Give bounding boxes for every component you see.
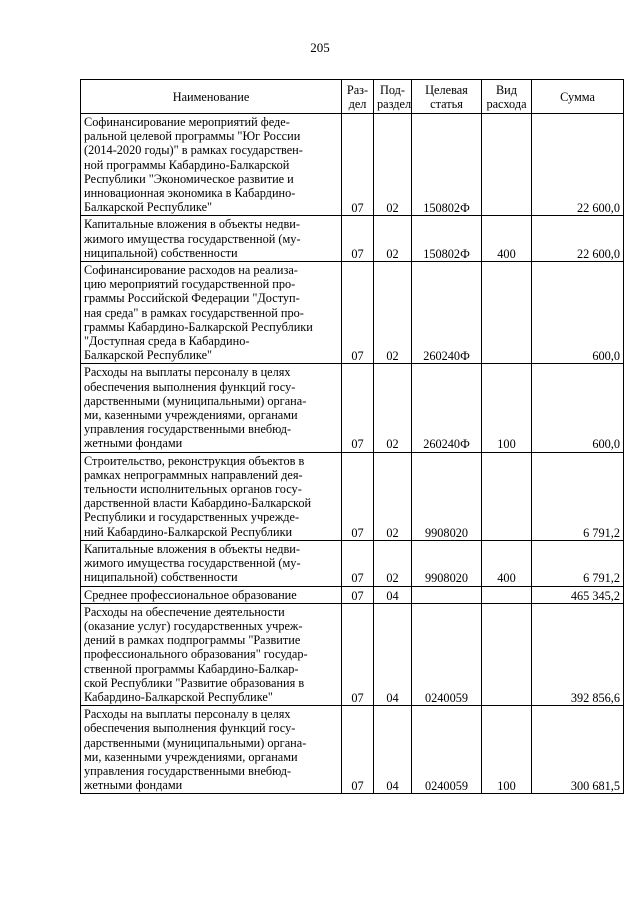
row-name: Софинансирование мероприятий феде- ральной целевой программы "Юг России (2014-2020 годы)" в рамках государствен- ной программы Кабардино-Балкарской Республики "Экономическое развитие и инновационная экономика в Кабардино- Балкарской Республике": [81, 114, 342, 216]
row-sum: 600,0: [532, 262, 624, 364]
table-row: [81, 262, 624, 364]
row-podrazdel: 02: [374, 452, 412, 540]
row-vid: [482, 452, 532, 540]
row-podrazdel: 02: [374, 540, 412, 586]
row-razdel: 07: [342, 586, 374, 603]
row-podrazdel: 04: [374, 706, 412, 794]
header-sum: [532, 80, 624, 114]
table-row: [81, 706, 624, 794]
row-sum: 22 600,0: [532, 114, 624, 216]
budget-table: [80, 79, 624, 794]
table-row: [81, 540, 624, 586]
table-row: [81, 452, 624, 540]
row-razdel: 07: [342, 114, 374, 216]
row-vid: [482, 603, 532, 705]
row-razdel: 07: [342, 452, 374, 540]
header-sum-label: Сумма: [560, 89, 595, 104]
row-sum: 6 791,2: [532, 452, 624, 540]
row-razdel: 07: [342, 540, 374, 586]
header-razdel: [342, 80, 374, 114]
row-razdel: 07: [342, 364, 374, 452]
header-target: [412, 80, 482, 114]
row-razdel: 07: [342, 262, 374, 364]
header-podrazdel-label: Под- раздел: [377, 82, 412, 111]
row-sum: 392 856,6: [532, 603, 624, 705]
row-sum: 6 791,2: [532, 540, 624, 586]
row-podrazdel: 02: [374, 364, 412, 452]
row-podrazdel: 02: [374, 262, 412, 364]
header-name-label: Наименование: [172, 89, 250, 104]
row-target: 150802Ф: [412, 114, 482, 216]
row-vid: 100: [482, 364, 532, 452]
row-name: Строительство, реконструкция объектов в рамках непрограммных направлений дея- тельности исполнительных органов госу- дарственной власти Кабардино-Балкарской Республики и государственных учрежде- ний Кабардино-Балкарской Республики: [81, 452, 342, 540]
table-row: [81, 216, 624, 262]
row-target: 0240059: [412, 603, 482, 705]
page-number: 205: [310, 40, 330, 55]
row-vid: [482, 586, 532, 603]
row-sum: 300 681,5: [532, 706, 624, 794]
row-podrazdel: 04: [374, 603, 412, 705]
row-sum: 22 600,0: [532, 216, 624, 262]
table-header-row: [81, 80, 624, 114]
row-target: 0240059: [412, 706, 482, 794]
row-podrazdel: 02: [374, 216, 412, 262]
header-podrazdel: [374, 80, 412, 114]
header-vid: [482, 80, 532, 114]
table-row: [81, 586, 624, 603]
row-name: Капитальные вложения в объекты недви- жимого имущества государственной (му- ниципальной) собственности: [81, 540, 342, 586]
row-name: Среднее профессиональное образование: [81, 586, 342, 603]
row-name: Софинансирование расходов на реализа- цию мероприятий государственной про- граммы Российской Федерации "Доступ- ная среда" в рамках государственной про- граммы Кабардино-Балкарской Республики "Доступная среда в Кабардино- Балкарской Республике": [81, 262, 342, 364]
table-row: [81, 114, 624, 216]
header-target-label: Целевая статья: [425, 82, 468, 111]
row-target: 260240Ф: [412, 364, 482, 452]
table-row: [81, 603, 624, 705]
row-razdel: 07: [342, 216, 374, 262]
row-podrazdel: 04: [374, 586, 412, 603]
row-target: 9908020: [412, 452, 482, 540]
row-podrazdel: 02: [374, 114, 412, 216]
row-sum: 600,0: [532, 364, 624, 452]
row-razdel: 07: [342, 706, 374, 794]
row-target: [412, 586, 482, 603]
row-vid: [482, 114, 532, 216]
row-vid: 100: [482, 706, 532, 794]
row-vid: 400: [482, 540, 532, 586]
row-vid: 400: [482, 216, 532, 262]
row-sum: 465 345,2: [532, 586, 624, 603]
row-target: 150802Ф: [412, 216, 482, 262]
table-row: [81, 364, 624, 452]
header-name: [81, 80, 342, 114]
row-target: 260240Ф: [412, 262, 482, 364]
row-name: Расходы на выплаты персоналу в целях обеспечения выполнения функций госу- дарственными (муниципальными) органа- ми, казенными учреждениями, органами управления государственными внебюд- жетными фондами: [81, 706, 342, 794]
row-name: Расходы на выплаты персоналу в целях обеспечения выполнения функций госу- дарственными (муниципальными) органа- ми, казенными учреждениями, органами управления государственными внебюд- жетными фондами: [81, 364, 342, 452]
row-name: Расходы на обеспечение деятельности (оказание услуг) государственных учреж- дений в рамках подпрограммы "Развитие профессионального образования" государ- ственной программы Кабардино-Балкар- ской Республики "Развитие образования в Кабардино-Балкарской Республике": [81, 603, 342, 705]
header-razdel-label: Раз- дел: [346, 82, 369, 111]
header-vid-label: Вид расхода: [486, 82, 527, 111]
row-razdel: 07: [342, 603, 374, 705]
row-vid: [482, 262, 532, 364]
row-name: Капитальные вложения в объекты недви- жимого имущества государственной (му- ниципальной) собственности: [81, 216, 342, 262]
row-target: 9908020: [412, 540, 482, 586]
